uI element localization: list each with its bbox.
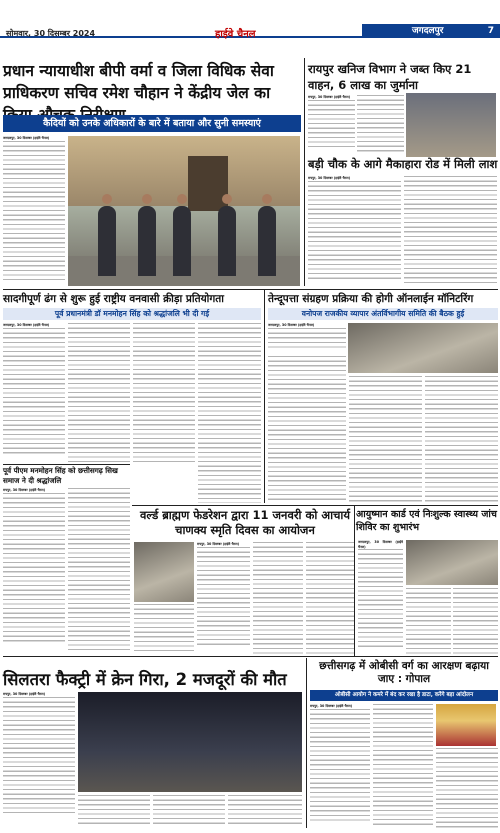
sports-body-col2 (68, 323, 130, 463)
sikh-tribute-col2 (68, 488, 130, 653)
mining-photo (406, 93, 496, 157)
lead-dateline: जगदलपुर, 30 दिसम्बर (हाईवे चैनल) (3, 136, 50, 140)
mining-dateline: रायपुर, 30 दिसम्बर (हाईवे चैनल) (308, 95, 351, 99)
tendupatta-body-col4 (425, 376, 498, 503)
ayushman-dateline: जगदलपुर, 30 दिसम्बर (हाईवे चैनल) (358, 540, 403, 549)
paper-name: हाईवे चैनल (215, 29, 256, 40)
city-banner (362, 24, 500, 38)
obc-body-col1 (310, 704, 370, 828)
tendupatta-body-col1 (268, 323, 346, 353)
siltara-body-col2 (78, 795, 150, 827)
obc-dateline: रायपुर, 30 दिसम्बर (हाईवे चैनल) (310, 704, 353, 708)
body-found-dateline: रायपुर, 30 दिसम्बर (हाईवे चैनल) (308, 176, 351, 180)
brahman-dateline: रायपुर, 30 दिसम्बर (हाईवे चैनल) (197, 542, 240, 546)
siltara-photo (78, 692, 302, 792)
sports-body-col1 (3, 323, 65, 463)
lead-headline: प्रधान न्यायाधीश बीपी वर्मा व जिला विधिक सेवा प्राधिकरण सचिव रमेश चौहान ने केंद्रीय जेल का (3, 62, 274, 102)
body-found-col1 (308, 176, 401, 286)
mining-body-col2 (357, 95, 404, 155)
lead-subheadline: कैदियों को उनके अधिकारों के बारे में बताया और सुनी समस्याएं (3, 115, 301, 132)
brahman-body-col1 (134, 604, 194, 654)
tendupatta-body-col2 (268, 356, 346, 503)
issue-date: सोमवार, 30 दिसम्बर 2024 (6, 29, 96, 38)
obc-reservation-headline: छत्तीसगढ़ में ओबीसी वर्ग का आरक्षण बढ़ाया जाए : गोपाल (319, 660, 489, 685)
tendupatta-headline: तेन्दूपत्ता संग्रहण प्रक्रिया की होगी ऑनलाईन मॉनिटरिंग (268, 293, 474, 305)
brahman-body-col4 (306, 542, 354, 654)
brahman-photo (134, 542, 194, 602)
obc-body-col2 (373, 704, 433, 828)
lead-photo (68, 136, 300, 286)
tendupatta-subheadline: वनोपज राजकीय व्यापार अंतर्विभागीय समिति की बैठक हुई (268, 308, 498, 320)
sports-body-col4 (198, 323, 261, 503)
masthead (0, 0, 500, 38)
sikh-tribute-headline: पूर्व पीएम मनमोहन सिंह को छत्तीसगढ़ सिख समाज ने दी श्रद्धांजलि (3, 466, 118, 485)
siltara-body-col4 (228, 795, 302, 827)
ayushman-body-col1 (358, 540, 403, 654)
body-found-col2 (404, 176, 497, 286)
ayushman-body-col3 (453, 588, 498, 654)
siltara-body-col1 (3, 692, 75, 822)
brahman-body-col2 (197, 542, 250, 654)
mining-body-col1 (308, 95, 355, 155)
brahman-body-col3 (253, 542, 303, 654)
tendupatta-dateline: जगदलपुर, 30 दिसम्बर (हाईवे चैनल) (268, 323, 315, 327)
ayushman-photo (406, 540, 498, 585)
siltara-headline: सिलतरा फैक्ट्री में क्रेन गिरा, 2 मजदूरों की मौत (3, 670, 287, 689)
obc-body-col3 (436, 748, 498, 828)
sports-headline: सादगीपूर्ण ढंग से शुरू हुई राष्ट्रीय वनवासी क्रीड़ा प्रतियोगता (3, 293, 224, 305)
sikh-tribute-col1 (3, 488, 65, 653)
sikh-tribute-dateline: रायपुर, 30 दिसम्बर (हाईवे चैनल) (3, 488, 46, 492)
sports-subheadline: पूर्व प्रधानमंत्री डॉ मनमोहन सिंह को श्रद्धांजलि भी दी गई (3, 308, 261, 320)
page-number: 7 (487, 26, 494, 36)
sports-dateline: जगदलपुर, 30 दिसम्बर (हाईवे चैनल) (3, 323, 50, 327)
tendupatta-photo (348, 323, 498, 373)
obc-subheadline: ओबीसी आयोग ने कमरे में बंद कर रखा है डाटा, करेंगे बड़ा आंदोलन (310, 690, 498, 701)
obc-portrait (436, 704, 496, 746)
siltara-body-col3 (153, 795, 225, 827)
ayushman-body-col2 (406, 588, 451, 654)
city-name: जगदलपुर (412, 26, 444, 36)
ayushman-headline: आयुष्मान कार्ड एवं निःशुल्क स्वास्थ्य जांच शिविर का शुभारंभ (356, 509, 497, 533)
siltara-dateline: रायपुर, 30 दिसम्बर (हाईवे चैनल) (3, 692, 46, 696)
tendupatta-body-col3 (349, 376, 422, 503)
lead-body-col1 (3, 136, 65, 288)
sports-body-col3 (133, 323, 195, 463)
mining-headline: रायपुर खनिज विभाग ने जब्त किए 21 वाहन, 6 लाख का जुर्माना (308, 62, 472, 92)
brahman-federation-headline: वर्ल्ड ब्राह्मण फेडरेशन द्वारा 11 जनवरी को आचार्य चाणक्य स्मृति दिवस का आयोजन (139, 508, 351, 537)
body-found-headline: बड़ी चौक के आगे मैकाहारा रोड में मिली लाश (308, 157, 498, 171)
